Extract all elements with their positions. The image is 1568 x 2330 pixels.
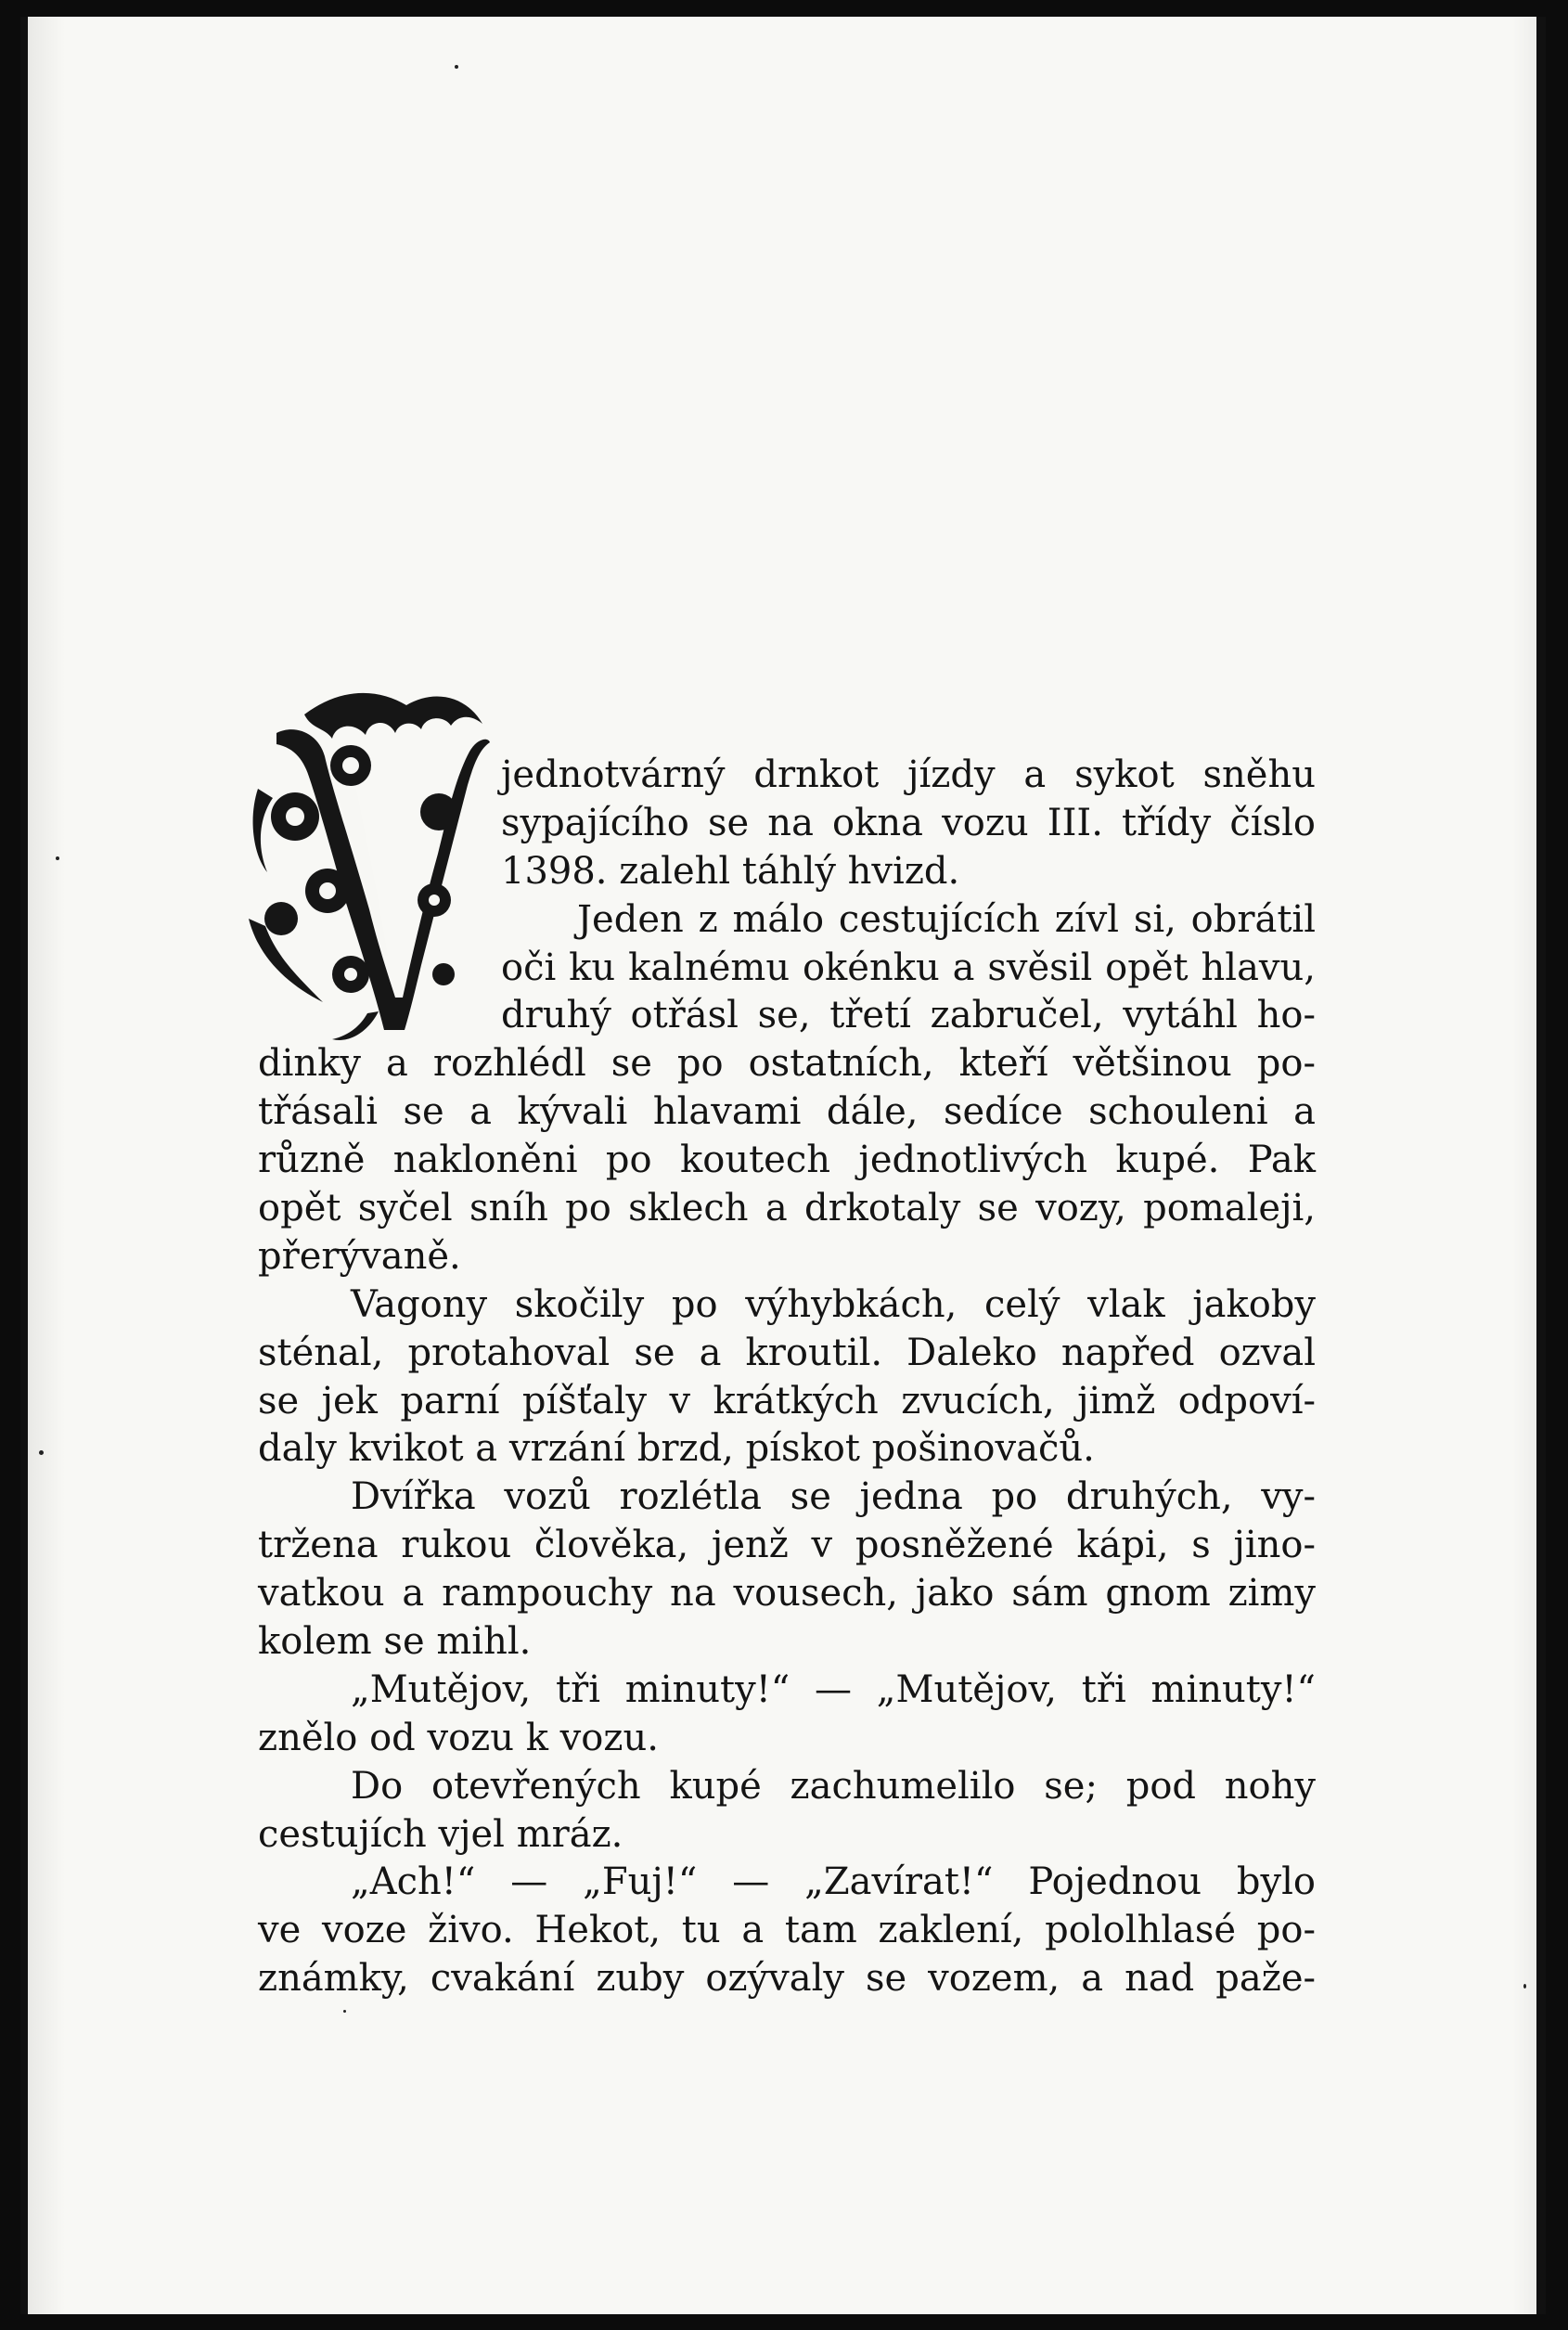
text-line: dinky a rozhlédl se po ostatních, kteří většinou po- [258, 1042, 1316, 1086]
text-line: jednotvárný drnkot jízdy a sykot sněhu [501, 753, 1316, 796]
text-line: „Ach!“ — „Fuj!“ — „Zavírat!“ Pojednou bylo [351, 1860, 1316, 1904]
text-line: různě nakloněni po koutech jednotlivých kupé. Pak [258, 1139, 1316, 1182]
text-line: se jek parní píšťaly v krátkých zvucích, jimž odpoví- [258, 1379, 1316, 1422]
text-line: 1398. zalehl táhlý hvizd. [501, 849, 960, 893]
text-line: třásali se a kývali hlavami dále, sedíce schouleni a [258, 1090, 1316, 1134]
text-line: Jeden z málo cestujících zívl si, obrátil [577, 897, 1316, 941]
text-line: cestujích vjel mráz. [258, 1812, 623, 1856]
text-line: „Mutějov, tři minuty!“ — „Mutějov, tři minuty!“ [351, 1667, 1316, 1711]
text-line: Dvířka vozů rozlétla se jedna po druhých, vy- [351, 1475, 1316, 1519]
text-line: vatkou a rampouchy na vousech, jako sám gnom zimy [258, 1572, 1316, 1616]
text-line: Do otevřených kupé zachumelilo se; pod nohy [351, 1764, 1316, 1808]
text-line: druhý otřásl se, třetí zabručel, vytáhl ho- [501, 994, 1316, 1037]
text-line: Vagony skočily po výhybkách, celý vlak jakoby [351, 1282, 1316, 1326]
text-line: sypajícího se na okna vozu III. třídy číslo [501, 801, 1316, 844]
text-line: známky, cvakání zuby ozývaly se vozem, a nad paže- [258, 1957, 1316, 2001]
text-line: tržena rukou člověka, jenž v posněžené kápi, s jino- [258, 1524, 1316, 1567]
body-text [258, 752, 1316, 2003]
text-line: daly kvikot a vrzání brzd, pískot pošinovačů. [258, 1427, 1095, 1471]
book-page [20, 17, 1546, 2314]
text-line: znělo od vozu k vozu. [258, 1716, 659, 1759]
text-line: ve voze živo. Hekot, tu a tam zaklení, pololhlasé po- [258, 1909, 1316, 1952]
text-line: kolem se mihl. [258, 1620, 532, 1664]
text-line: opět syčel sníh po sklech a drkotaly se vozy, pomaleji, [258, 1187, 1316, 1230]
text-line: oči ku kalnému okénku a svěsil opět hlavu, [501, 946, 1316, 989]
text-line: sténal, protahoval se a kroutil. Daleko napřed ozval [258, 1331, 1316, 1374]
text-line: přerývaně. [258, 1234, 461, 1278]
